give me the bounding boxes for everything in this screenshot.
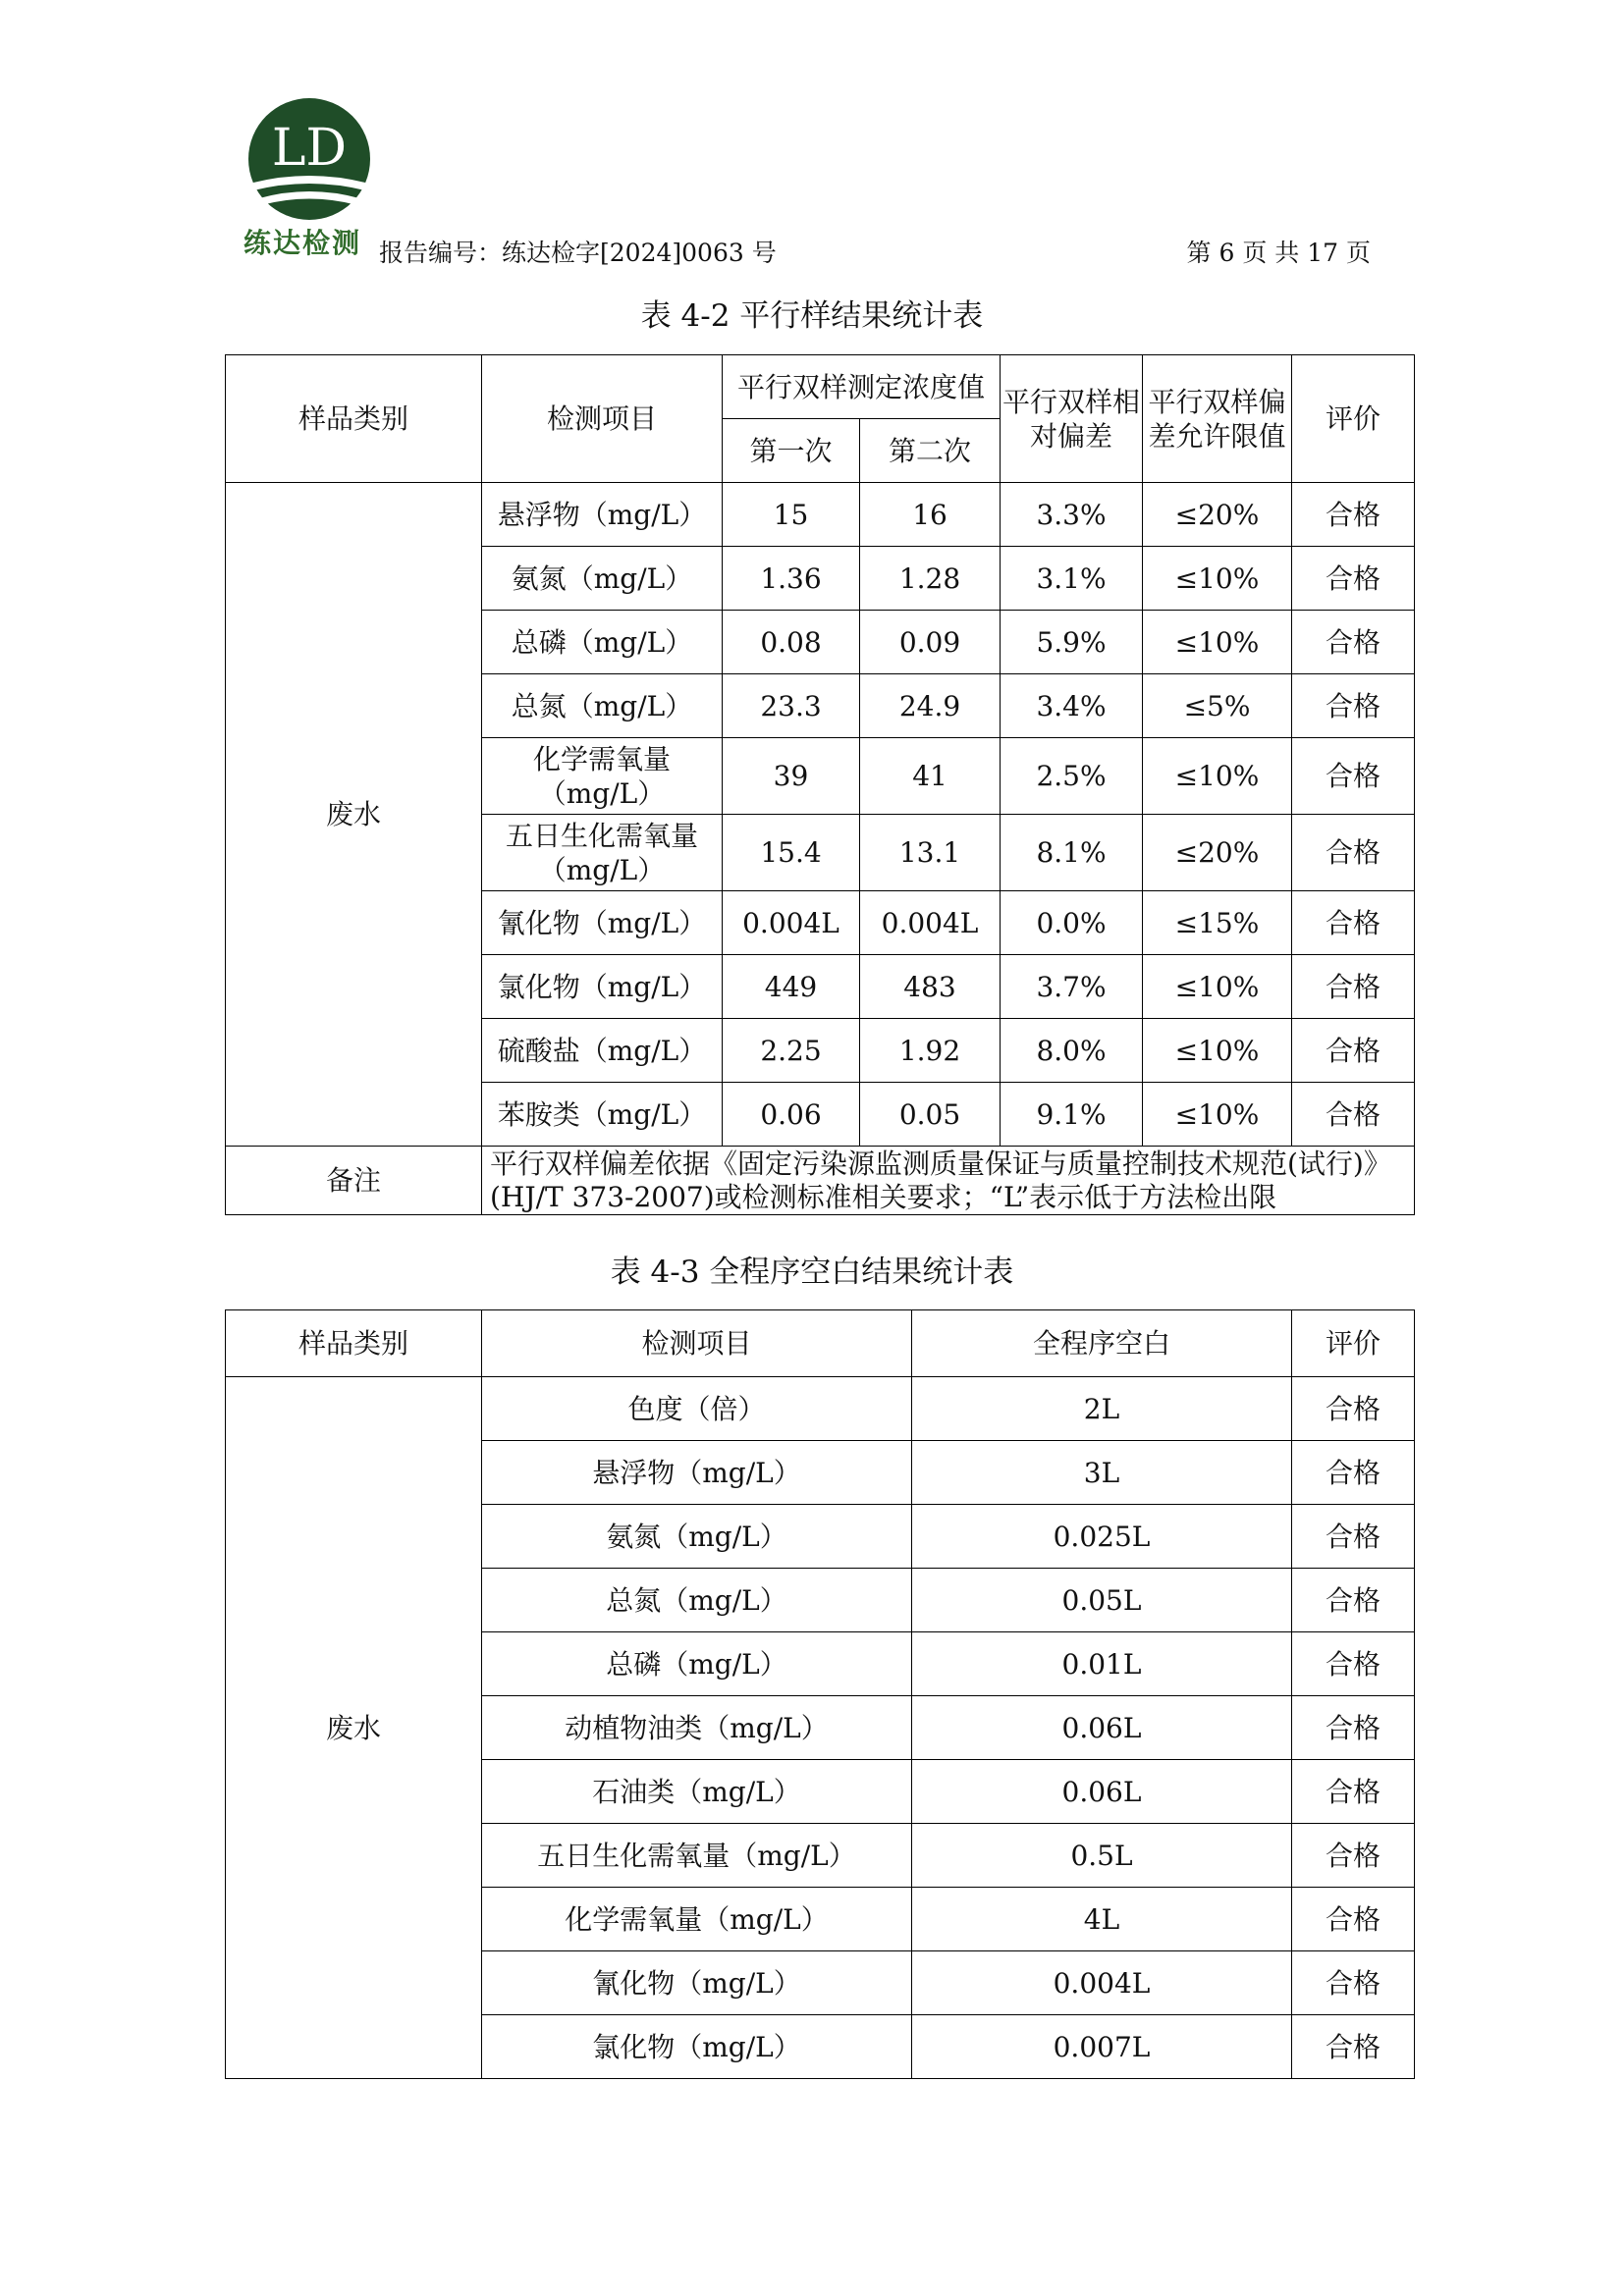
eval-cell: 合格 [1292,1377,1415,1441]
item-cell: 化学需氧量（mg/L） [482,1888,912,1951]
blank-cell: 0.06L [912,1696,1292,1760]
blank-cell: 0.5L [912,1824,1292,1888]
blank-cell: 0.004L [912,1951,1292,2015]
table-4-2-title: 表 4-2 平行样结果统计表 [640,298,984,334]
second-cell: 1.92 [860,1019,1001,1083]
item-cell: 氯化物（mg/L） [482,2015,912,2079]
item-cell: 苯胺类（mg/L） [482,1083,723,1147]
deviation-cell: 3.3% [1001,483,1143,547]
deviation-cell: 3.1% [1001,547,1143,611]
eval-cell: 合格 [1292,1505,1415,1569]
header-evaluation: 评价 [1292,355,1415,483]
second-cell: 0.004L [860,891,1001,955]
second-cell: 483 [860,955,1001,1019]
eval-cell: 合格 [1292,2015,1415,2079]
eval-cell: 合格 [1292,1696,1415,1760]
item-cell: 五日生化需氧量（mg/L） [482,1824,912,1888]
limit-cell: ≤20% [1143,815,1292,891]
category-cell: 废水 [226,1377,482,2079]
note-text: 平行双样偏差依据《固定污染源监测质量保证与质量控制技术规范(试行)》(HJ/T 373-2007)或检测标准相关要求；“L”表示低于方法检出限 [482,1147,1415,1215]
first-cell: 15 [723,483,860,547]
deviation-cell: 5.9% [1001,611,1143,674]
report-number: 报告编号：练达检字[2024]0063 号 [379,239,777,267]
eval-cell: 合格 [1292,1019,1415,1083]
item-cell: 总氮（mg/L） [482,674,723,738]
header-item: 检测项目 [482,355,723,483]
limit-cell: ≤10% [1143,611,1292,674]
eval-cell: 合格 [1292,1824,1415,1888]
category-cell: 废水 [226,483,482,1147]
first-cell: 39 [723,738,860,815]
item-cell: 色度（倍） [482,1377,912,1441]
blank-cell: 0.025L [912,1505,1292,1569]
limit-cell: ≤10% [1143,1083,1292,1147]
table-row [226,1377,1415,1441]
eval-cell: 合格 [1292,1441,1415,1505]
item-cell: 氰化物（mg/L） [482,1951,912,2015]
deviation-cell: 2.5% [1001,738,1143,815]
second-cell: 13.1 [860,815,1001,891]
item-cell: 氨氮（mg/L） [482,547,723,611]
limit-cell: ≤10% [1143,955,1292,1019]
first-cell: 0.08 [723,611,860,674]
blank-cell: 4L [912,1888,1292,1951]
first-cell: 15.4 [723,815,860,891]
limit-cell: ≤10% [1143,738,1292,815]
first-cell: 23.3 [723,674,860,738]
eval-cell: 合格 [1292,1569,1415,1632]
second-cell: 41 [860,738,1001,815]
blank-cell: 2L [912,1377,1292,1441]
logo-text: LD [271,119,348,178]
header-deviation-limit: 平行双样偏差允许限值 [1143,355,1292,483]
header-item: 检测项目 [482,1310,912,1377]
eval-cell: 合格 [1292,611,1415,674]
item-cell: 氰化物（mg/L） [482,891,723,955]
second-cell: 1.28 [860,547,1001,611]
item-cell: 化学需氧量（mg/L） [482,738,723,815]
eval-cell: 合格 [1292,1632,1415,1696]
deviation-cell: 8.0% [1001,1019,1143,1083]
eval-cell: 合格 [1292,891,1415,955]
limit-cell: ≤20% [1143,483,1292,547]
limit-cell: ≤5% [1143,674,1292,738]
item-cell: 氯化物（mg/L） [482,955,723,1019]
note-row [226,1147,1415,1215]
header-relative-deviation: 平行双样相对偏差 [1001,355,1143,483]
first-cell: 0.004L [723,891,860,955]
eval-cell: 合格 [1292,1760,1415,1824]
field-blank-table [225,1309,1415,2079]
company-name-logo: 练达检测 [244,227,362,259]
table-row [226,483,1415,547]
header-second: 第二次 [860,419,1001,483]
blank-cell: 0.01L [912,1632,1292,1696]
eval-cell: 合格 [1292,1951,1415,2015]
limit-cell: ≤10% [1143,1019,1292,1083]
second-cell: 24.9 [860,674,1001,738]
item-cell: 动植物油类（mg/L） [482,1696,912,1760]
second-cell: 16 [860,483,1001,547]
note-label: 备注 [226,1147,482,1215]
first-cell: 449 [723,955,860,1019]
eval-cell: 合格 [1292,955,1415,1019]
eval-cell: 合格 [1292,674,1415,738]
header-category: 样品类别 [226,1310,482,1377]
table-4-3-title: 表 4-3 全程序空白结果统计表 [610,1255,1014,1290]
item-cell: 总磷（mg/L） [482,611,723,674]
header-concentration: 平行双样测定浓度值 [723,355,1001,419]
deviation-cell: 8.1% [1001,815,1143,891]
deviation-cell: 3.4% [1001,674,1143,738]
limit-cell: ≤10% [1143,547,1292,611]
item-cell: 悬浮物（mg/L） [482,1441,912,1505]
item-cell: 硫酸盐（mg/L） [482,1019,723,1083]
deviation-cell: 0.0% [1001,891,1143,955]
header-first: 第一次 [723,419,860,483]
second-cell: 0.09 [860,611,1001,674]
item-cell: 悬浮物（mg/L） [482,483,723,547]
eval-cell: 合格 [1292,1083,1415,1147]
item-cell: 石油类（mg/L） [482,1760,912,1824]
eval-cell: 合格 [1292,738,1415,815]
item-cell: 总磷（mg/L） [482,1632,912,1696]
blank-cell: 0.06L [912,1760,1292,1824]
first-cell: 1.36 [723,547,860,611]
header-evaluation: 评价 [1292,1310,1415,1377]
item-cell: 五日生化需氧量（mg/L） [482,815,723,891]
header-blank: 全程序空白 [912,1310,1292,1377]
deviation-cell: 9.1% [1001,1083,1143,1147]
eval-cell: 合格 [1292,1888,1415,1951]
deviation-cell: 3.7% [1001,955,1143,1019]
header-category: 样品类别 [226,355,482,483]
first-cell: 2.25 [723,1019,860,1083]
limit-cell: ≤15% [1143,891,1292,955]
item-cell: 氨氮（mg/L） [482,1505,912,1569]
company-logo [240,96,379,236]
first-cell: 0.06 [723,1083,860,1147]
second-cell: 0.05 [860,1083,1001,1147]
eval-cell: 合格 [1292,483,1415,547]
page-number: 第 6 页 共 17 页 [1186,239,1371,267]
item-cell: 总氮（mg/L） [482,1569,912,1632]
blank-cell: 0.007L [912,2015,1292,2079]
parallel-sample-table [225,354,1415,1215]
eval-cell: 合格 [1292,815,1415,891]
blank-cell: 0.05L [912,1569,1292,1632]
eval-cell: 合格 [1292,547,1415,611]
blank-cell: 3L [912,1441,1292,1505]
